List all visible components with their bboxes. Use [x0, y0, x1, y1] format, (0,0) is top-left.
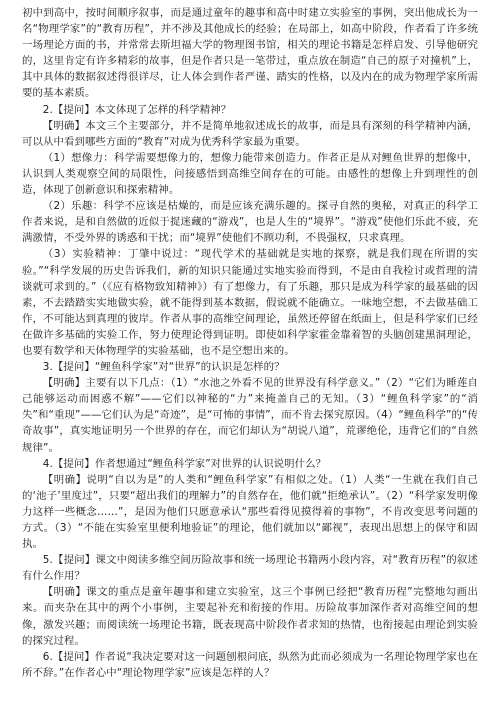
answer-2-point-2: （2）乐趣：科学不应该是枯燥的，而是应该充满乐趣的。探寻自然的奥秘，对真正的科学工作者来说，是和自然做的近似于捉迷藏的“游戏”，也是人生的“境界”。“游戏”使他们乐此不疲，充满激情，不受外界的诱惑和干扰；而“境界”使他们不顾功利，不畏强权，只求真理。 [22, 200, 478, 245]
document-body [22, 5, 478, 681]
question-3: 3.【提问】“鲤鱼科学家”对“世界”的认识是怎样的？ [42, 361, 285, 374]
answer-5: 【明确】课文的重点是童年趣事和建立实验室，这三个事例已经把“教育历程”完整地勾画出来。而夹杂在其中的两个小事例，主要起补充和衔接的作用。历险故事加深作者对高维空间的想像，激发兴趣；而阅读统一场理论书籍，既表现高中阶段作者求知的热情，也衔接起由理论到实验的探究过程。 [22, 586, 478, 647]
answer-3: 【明确】主要有以下几点：（1）“水池之外看不见的世界没有科学意义。”（2）“它们为睡莲自己能够运动而困惑不解”——它们以神秘的“力”来掩盖自己的无知。（3）“鲤鱼科学家”的“消失”和“重现”——它们认为是“奇迹”，是“可怖的事情”，而不肯去探究原因。（4）“鲤鱼科学”的“传奇故事”，真实地证明另一个世界的存在，而它们却认为“胡说八道”，荒谬绝伦，违背它们的“自然规律”。 [22, 377, 478, 454]
question-4: 4.【提问】作者想通过“鲤鱼科学家”对世界的认识说明什么？ [42, 457, 327, 470]
question-2: 2.【提问】本文体现了怎样的科学精神？ [42, 103, 232, 116]
answer-2: 【明确】本文三个主要部分，并不是简单地叙述成长的故事，而是具有深刻的科学精神内涵，可以从中看到哪些方面的“教育”对成为优秀科学家最为重要。 [22, 119, 478, 148]
answer-2-point-3: （3）实验精神：丁肇中说过：“现代学术的基础就是实地的探察，就是我们现在所谓的实验。”“科学发展的历史告诉我们，新的知识只能通过实地实验而得到，不是由自我检讨或哲理的清谈就可求到的。”（《应有格物致知精神》）有了想像力，有了乐趣，那只是成为科学家的最基础的因素，不去踏踏实实地做实验，就不能得到基本数据，假说就不能确立。一味地空想，不去做基础工作，不可能达到真理的彼岸。作者从事的高维空间理论，虽然还停留在纸面上，但是科学家们已经在做许多基础的实验工作，努力使理论得到证明。即使如科学家霍金靠着智的头脑创建黑洞理论，也要有数学和天体物理学的实验基础，也不是空想出来的。 [22, 248, 478, 357]
paragraph-intro: 初中到高中，按时间顺序叙事，而是通过童年的趣事和高中时建立实验室的事例，突出他成长为一名“物理学家”的“教育历程”，并不涉及其他成长的经验；在局部上，如高中阶段，作者看了许多统一场理论方面的书，并常常去斯坦福大学的物理图书馆，相关的理论书籍是怎样启发、引导他研究的，这里肯定有许多精彩的故事，但是作者只是一笔带过，重点放在制造“自己的原子对撞机”上，其中具体的数据叙述得很详尽，让人体会到作者严谨、踏实的性格，以及内在的成为物理学家所需要的基本素质。 [22, 7, 478, 100]
question-6: 6.【提问】作者说“我决定要对这一问题刨根问底，纵然为此而必须成为一名理论物理学家也在所不辞。”在作者心中“理论物理学家”应该是怎样的人？ [22, 650, 479, 679]
question-5: 5.【提问】课文中阅读多维空间历险故事和统一场理论书籍两小段内容，对“教育历程”的叙述有什么作用？ [22, 554, 478, 583]
answer-4: 【明确】说明“自以为是”的人类和“鲤鱼科学家”有相似之处。（1）人类“一生就在我们自己的‘池子’里度过”，只要“超出我们的理解力”的自然存在，他们就“拒绝承认”。（2）“科学家发明像力这样一些概念……”，是因为他们只愿意承认“那些看得见摸得着的事物”，不肯改变思考问题的方式。（3）“不能在实验室里便利地验证”的理论，他们就加以“鄙视”，表现出思想上的保守和固执。 [22, 473, 478, 551]
answer-2-point-1: （1）想像力：科学需要想像力的，想像力能带来创造力。作者正是从对鲤鱼世界的想像中，认识到人类观察空间的局限性，问接感悟到高维空间存在的可能。由感性的想像上升到理性的创造，体现了创新意识和探索精神。 [22, 151, 478, 197]
